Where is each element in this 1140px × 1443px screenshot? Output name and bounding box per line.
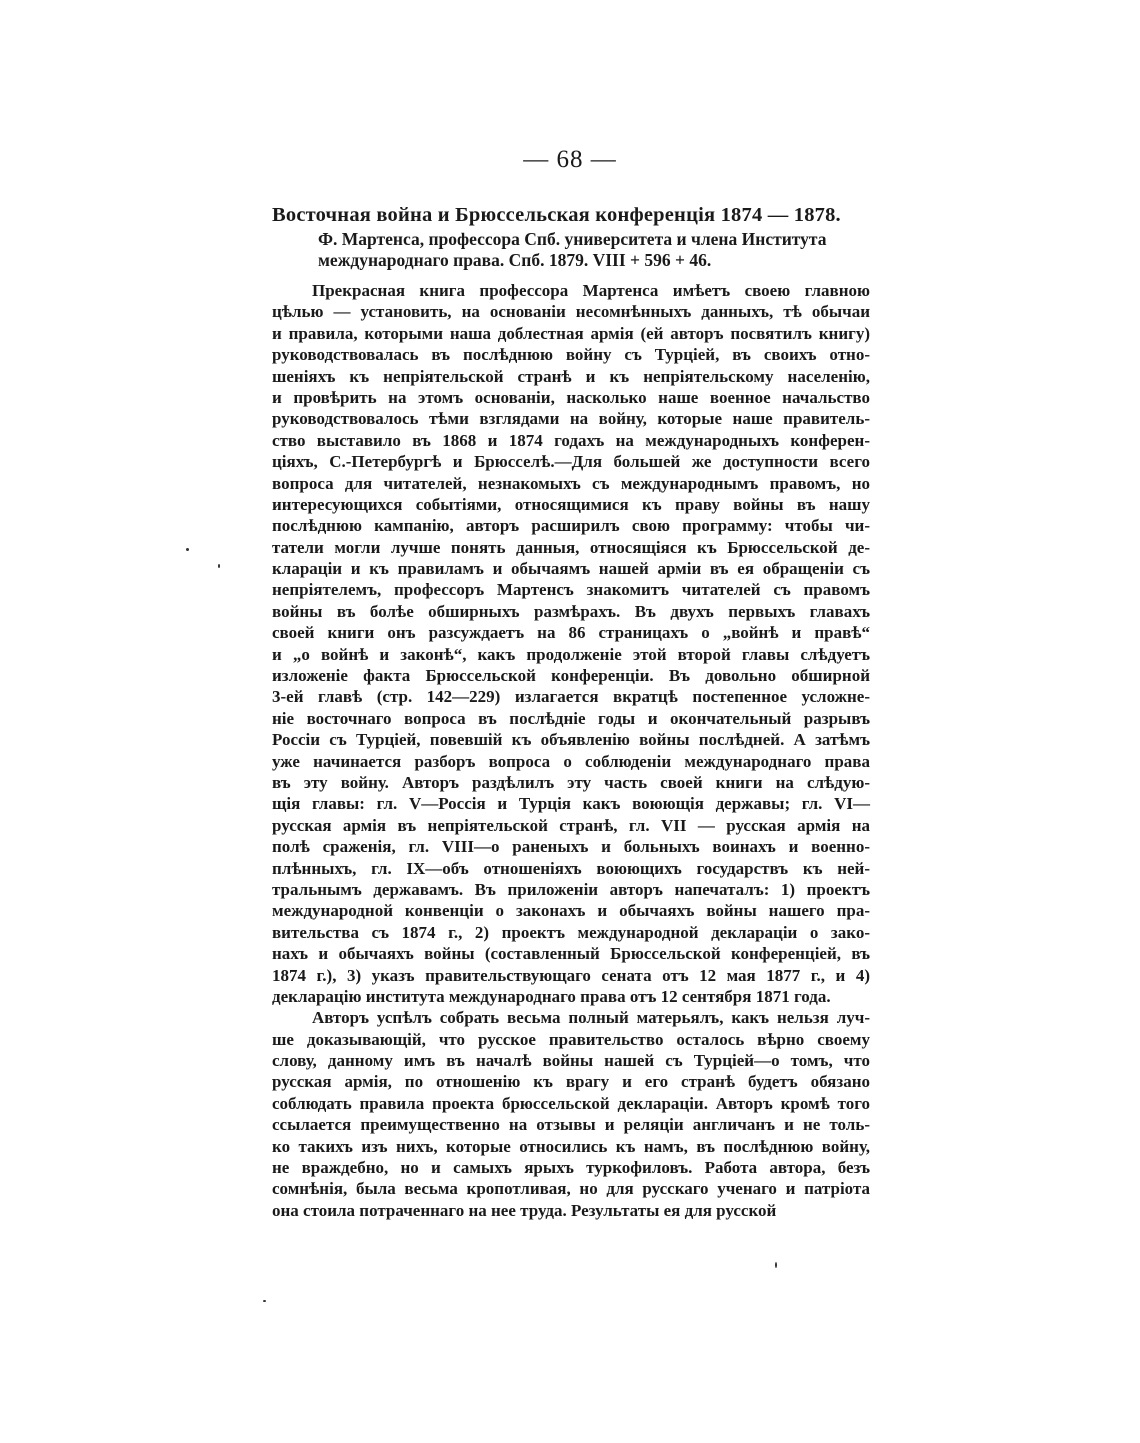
text-line: руководствовалось тѣми взглядами на войну, которые наше правитель-	[272, 409, 870, 429]
text-line: непріятелемъ, профессоръ Мартенсъ знакомитъ читателей съ правомъ	[272, 580, 870, 600]
text-line: и провѣрить на этомъ основаніи, насколько наше военное начальство	[272, 387, 870, 407]
scan-speck	[218, 564, 220, 568]
scan-speck	[186, 548, 189, 551]
text-line: цѣлью — установить, на основаніи несомнѣнныхъ данныхъ, тѣ обычаи	[272, 302, 870, 322]
text-line: интересующихся событіями, относящимися къ праву войны въ нашу	[272, 494, 870, 514]
text-line: она стоила потраченнаго на нее труда. Результаты ея для русской	[272, 1200, 777, 1220]
text-line: ніе восточнаго вопроса въ послѣдніе годы и окончательный разрывъ	[272, 708, 870, 728]
text-line: ше доказывающій, что русское правительство осталось вѣрно своему	[272, 1029, 870, 1049]
text-line: шеніяхъ къ непріятельской странѣ и къ непріятельскому населенію,	[272, 366, 870, 386]
text-line: тральнымъ державамъ. Въ приложеніи авторъ напечаталъ: 1) проектъ	[272, 879, 870, 899]
text-line: нахъ и обычаяхъ войны (составленный Брюссельской конференціей, въ	[272, 944, 870, 964]
text-line: уже начинается разборъ вопроса о соблюденіи международнаго права	[272, 751, 870, 771]
text-line: ціяхъ, С.-Петербургѣ и Брюсселѣ.—Для большей же доступности всего	[272, 452, 870, 472]
text-line: клараціи и къ правиламъ и обычаямъ нашей арміи въ ея обращеніи съ	[272, 559, 870, 579]
text-line: не враждебно, но и самыхъ ярыхъ туркофиловъ. Работа автора, безъ	[272, 1158, 870, 1178]
paragraph-1	[272, 280, 870, 1007]
text-line: Авторъ успѣлъ собрать весьма полный матерьялъ, какъ нельзя луч-	[312, 1008, 870, 1028]
text-line: въ эту войну. Авторъ раздѣлилъ эту часть своей книги на слѣдую-	[272, 772, 870, 792]
text-line: сомнѣнія, была весьма кропотливая, но для русскаго ученаго и патріота	[272, 1179, 870, 1199]
text-line: руководствовалась въ послѣднюю войну съ Турціей, въ своихъ отно-	[272, 345, 870, 365]
text-line: слову, данному имъ въ началѣ войны нашей съ Турціей—о томъ, что	[272, 1051, 870, 1071]
book-subtitle-line-2: международнаго права. Спб. 1879. VIII + 596 + 46.	[318, 250, 712, 270]
text-line: и „о войнѣ и законѣ“, какъ продолженіе этой второй главы слѣдуетъ	[272, 644, 870, 664]
page-number: — 68 —	[523, 146, 617, 173]
text-line: ство выставило въ 1868 и 1874 годахъ на международныхъ конферен-	[272, 430, 870, 450]
scan-speck	[775, 1262, 777, 1268]
text-line: Прекрасная книга профессора Мартенса имѣетъ своею главною	[312, 281, 870, 300]
review-body	[272, 280, 870, 1221]
text-line: ко такихъ изъ нихъ, которые относились къ намъ, въ послѣднюю войну,	[272, 1136, 870, 1156]
text-line: русская армія въ непріятельской странѣ, гл. VII — русская армія на	[272, 815, 870, 835]
text-line: изложеніе факта Брюссельской конференціи. Въ довольно обширной	[272, 666, 870, 686]
text-line: войны въ болѣе обширныхъ размѣрахъ. Въ двухъ первыхъ главахъ	[272, 601, 870, 621]
text-line: международной конвенціи о законахъ и обычаяхъ войны нашего пра-	[272, 901, 870, 921]
text-line: вопроса для читателей, незнакомыхъ съ международнымъ правомъ, но	[272, 473, 870, 493]
text-line: Россіи съ Турціей, повевшій къ объявленію войны послѣдней. А затѣмъ	[272, 730, 870, 750]
book-subtitle-line-1: Ф. Мартенса, профессора Спб. университета и члена Института	[318, 229, 827, 249]
text-line: декларацію института международнаго права отъ 12 сентября 1871 года.	[272, 986, 831, 1006]
text-line: полѣ сраженія, гл. VIII—о раненыхъ и больныхъ воинахъ и военно-	[272, 837, 870, 857]
text-line: соблюдать правила проекта брюссельской деклараціи. Авторъ кромѣ того	[272, 1093, 870, 1113]
paragraph-2	[272, 1007, 870, 1221]
text-line: послѣднюю кампанію, авторъ расширилъ свою программу: чтобы чи-	[272, 516, 870, 536]
text-line: щія главы: гл. V—Россія и Турція какъ воюющія державы; гл. VI—	[272, 794, 870, 814]
text-line: вительства съ 1874 г., 2) проектъ международной деклараціи о зако-	[272, 922, 870, 942]
book-title: Восточная война и Брюссельская конференція 1874 — 1878.	[272, 204, 841, 226]
text-line: русская армія, по отношенію къ врагу и его странѣ будетъ обязано	[272, 1072, 870, 1092]
text-line: своей книги онъ разсуждаетъ на 86 страницахъ о „войнѣ и правѣ“	[272, 623, 870, 643]
text-line: плѣнныхъ, гл. IX—объ отношеніяхъ воюющихъ государствъ къ ней-	[272, 858, 870, 878]
text-line: татели могли лучше понять данныя, относящіяся къ Брюссельской де-	[272, 537, 870, 557]
text-line: 3-ей главѣ (стр. 142—229) излагается вкратцѣ постепенное усложне-	[272, 687, 870, 707]
text-line: 1874 г.), 3) указъ правительствующаго сената отъ 12 мая 1877 г., и 4)	[272, 965, 870, 985]
book-header	[272, 202, 870, 271]
text-line: ссылается преимущественно на отзывы и реляціи англичанъ и не толь-	[272, 1115, 870, 1135]
text-line: и правила, которыми наша доблестная армія (ей авторъ посвятилъ книгу)	[272, 323, 870, 343]
scan-speck	[263, 1300, 266, 1302]
